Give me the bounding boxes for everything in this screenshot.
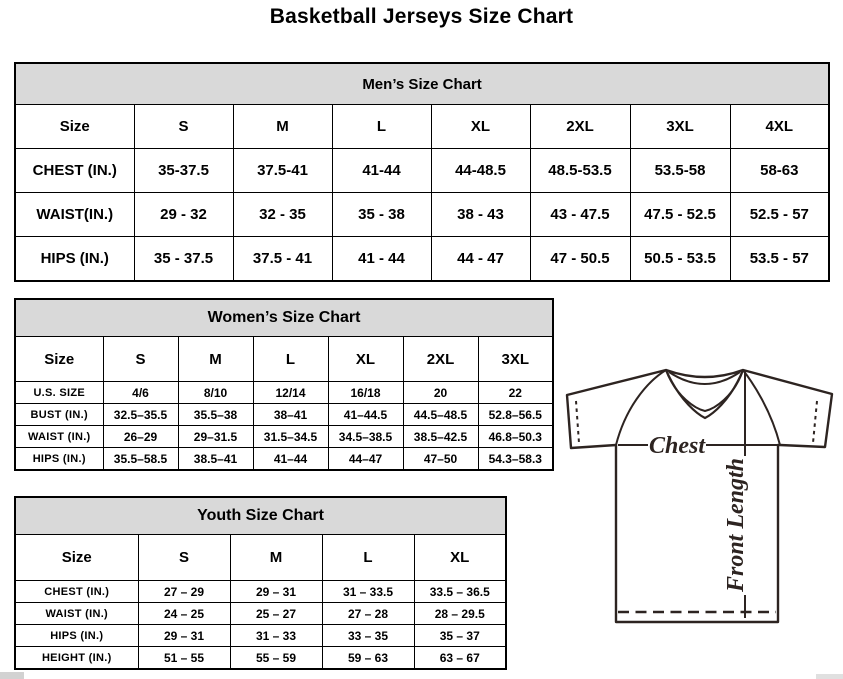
size-value-cell: 41-44	[332, 149, 431, 193]
size-value-cell: 63 – 67	[414, 647, 506, 670]
size-value-cell: 37.5 - 41	[233, 237, 332, 282]
mens-hips-row-label: HIPS (IN.)	[15, 237, 134, 282]
size-value-cell: 38–41	[253, 404, 328, 426]
size-value-cell: 25 – 27	[230, 603, 322, 625]
mens-col-header-xl: XL	[431, 105, 530, 149]
size-value-cell: 34.5–38.5	[328, 426, 403, 448]
size-value-cell: 55 – 59	[230, 647, 322, 670]
youth-col-header-m: M	[230, 535, 322, 581]
youth-col-header-s: S	[138, 535, 230, 581]
size-value-cell: 35 – 37	[414, 625, 506, 647]
size-value-cell: 27 – 28	[322, 603, 414, 625]
size-value-cell: 41 - 44	[332, 237, 431, 282]
size-value-cell: 31.5–34.5	[253, 426, 328, 448]
size-value-cell: 52.5 - 57	[730, 193, 829, 237]
womens-col-header-s: S	[103, 337, 178, 382]
size-value-cell: 12/14	[253, 382, 328, 404]
womens-bust-row-label: BUST (IN.)	[15, 404, 103, 426]
size-value-cell: 58-63	[730, 149, 829, 193]
left-cuff-dashed-line	[576, 401, 579, 443]
size-value-cell: 38.5–42.5	[403, 426, 478, 448]
mens-col-header-s: S	[134, 105, 233, 149]
jersey-outline	[567, 370, 832, 622]
jersey-measurement-diagram	[555, 355, 843, 645]
mens-chest-row-label: CHEST (IN.)	[15, 149, 134, 193]
size-value-cell: 38 - 43	[431, 193, 530, 237]
horizontal-scrollbar-fragment[interactable]	[816, 674, 843, 679]
size-value-cell: 26–29	[103, 426, 178, 448]
size-value-cell: 35.5–58.5	[103, 448, 178, 471]
size-value-cell: 32 - 35	[233, 193, 332, 237]
womens-col-header-m: M	[178, 337, 253, 382]
size-value-cell: 20	[403, 382, 478, 404]
size-value-cell: 28 – 29.5	[414, 603, 506, 625]
womens-col-header-xl: XL	[328, 337, 403, 382]
mens-size-chart-table	[14, 62, 830, 282]
size-value-cell: 54.3–58.3	[478, 448, 553, 471]
womens-size-chart-table	[14, 298, 554, 471]
mens-chart-title: Men’s Size Chart	[15, 63, 829, 105]
youth-hips-row-label: HIPS (IN.)	[15, 625, 138, 647]
mens-col-header-4xl: 4XL	[730, 105, 829, 149]
size-value-cell: 44 - 47	[431, 237, 530, 282]
womens-chart-title: Women’s Size Chart	[15, 299, 553, 337]
size-value-cell: 37.5-41	[233, 149, 332, 193]
size-value-cell: 33 – 35	[322, 625, 414, 647]
womens-col-header-3xl: 3XL	[478, 337, 553, 382]
size-value-cell: 44–47	[328, 448, 403, 471]
youth-chest-row-label: CHEST (IN.)	[15, 581, 138, 603]
mens-col-header-2xl: 2XL	[530, 105, 630, 149]
size-value-cell: 22	[478, 382, 553, 404]
size-value-cell: 32.5–35.5	[103, 404, 178, 426]
size-value-cell: 29–31.5	[178, 426, 253, 448]
youth-waist-row-label: WAIST (IN.)	[15, 603, 138, 625]
size-value-cell: 31 – 33	[230, 625, 322, 647]
size-value-cell: 35 - 37.5	[134, 237, 233, 282]
size-value-cell: 24 – 25	[138, 603, 230, 625]
size-value-cell: 44-48.5	[431, 149, 530, 193]
chest-label: Chest	[648, 433, 706, 459]
size-value-cell: 50.5 - 53.5	[630, 237, 730, 282]
womens-waist-row-label: WAIST (IN.)	[15, 426, 103, 448]
youth-size-header: Size	[15, 535, 138, 581]
size-value-cell: 16/18	[328, 382, 403, 404]
youth-col-header-l: L	[322, 535, 414, 581]
youth-height-row-label: HEIGHT (IN.)	[15, 647, 138, 670]
page-title: Basketball Jerseys Size Chart	[269, 5, 574, 28]
size-value-cell: 29 - 32	[134, 193, 233, 237]
size-value-cell: 35.5–38	[178, 404, 253, 426]
size-value-cell: 35 - 38	[332, 193, 431, 237]
size-value-cell: 53.5-58	[630, 149, 730, 193]
womens-ussize-row-label: U.S. SIZE	[15, 382, 103, 404]
front-length-label: Front Length	[723, 457, 749, 593]
right-sleeve-seam	[743, 370, 780, 445]
size-value-cell: 47 - 50.5	[530, 237, 630, 282]
mens-waist-row-label: WAIST(IN.)	[15, 193, 134, 237]
womens-col-header-2xl: 2XL	[403, 337, 478, 382]
size-value-cell: 29 – 31	[230, 581, 322, 603]
size-value-cell: 38.5–41	[178, 448, 253, 471]
size-value-cell: 51 – 55	[138, 647, 230, 670]
size-value-cell: 31 – 33.5	[322, 581, 414, 603]
size-value-cell: 29 – 31	[138, 625, 230, 647]
youth-chart-title: Youth Size Chart	[15, 497, 506, 535]
size-value-cell: 35-37.5	[134, 149, 233, 193]
mens-col-header-l: L	[332, 105, 431, 149]
mens-col-header-m: M	[233, 105, 332, 149]
right-cuff-dashed-line	[813, 401, 817, 443]
size-value-cell: 47.5 - 52.5	[630, 193, 730, 237]
size-value-cell: 47–50	[403, 448, 478, 471]
size-value-cell: 27 – 29	[138, 581, 230, 603]
youth-col-header-xl: XL	[414, 535, 506, 581]
size-value-cell: 41–44	[253, 448, 328, 471]
womens-size-header: Size	[15, 337, 103, 382]
size-value-cell: 43 - 47.5	[530, 193, 630, 237]
mens-size-header: Size	[15, 105, 134, 149]
womens-hips-row-label: HIPS (IN.)	[15, 448, 103, 471]
size-value-cell: 48.5-53.5	[530, 149, 630, 193]
size-value-cell: 41–44.5	[328, 404, 403, 426]
size-value-cell: 44.5–48.5	[403, 404, 478, 426]
mens-col-header-3xl: 3XL	[630, 105, 730, 149]
size-value-cell: 4/6	[103, 382, 178, 404]
size-value-cell: 52.8–56.5	[478, 404, 553, 426]
size-value-cell: 46.8–50.3	[478, 426, 553, 448]
youth-size-chart-table	[14, 496, 507, 670]
horizontal-scrollbar-thumb[interactable]	[0, 672, 24, 679]
womens-col-header-l: L	[253, 337, 328, 382]
size-value-cell: 33.5 – 36.5	[414, 581, 506, 603]
size-value-cell: 53.5 - 57	[730, 237, 829, 282]
size-value-cell: 8/10	[178, 382, 253, 404]
size-value-cell: 59 – 63	[322, 647, 414, 670]
